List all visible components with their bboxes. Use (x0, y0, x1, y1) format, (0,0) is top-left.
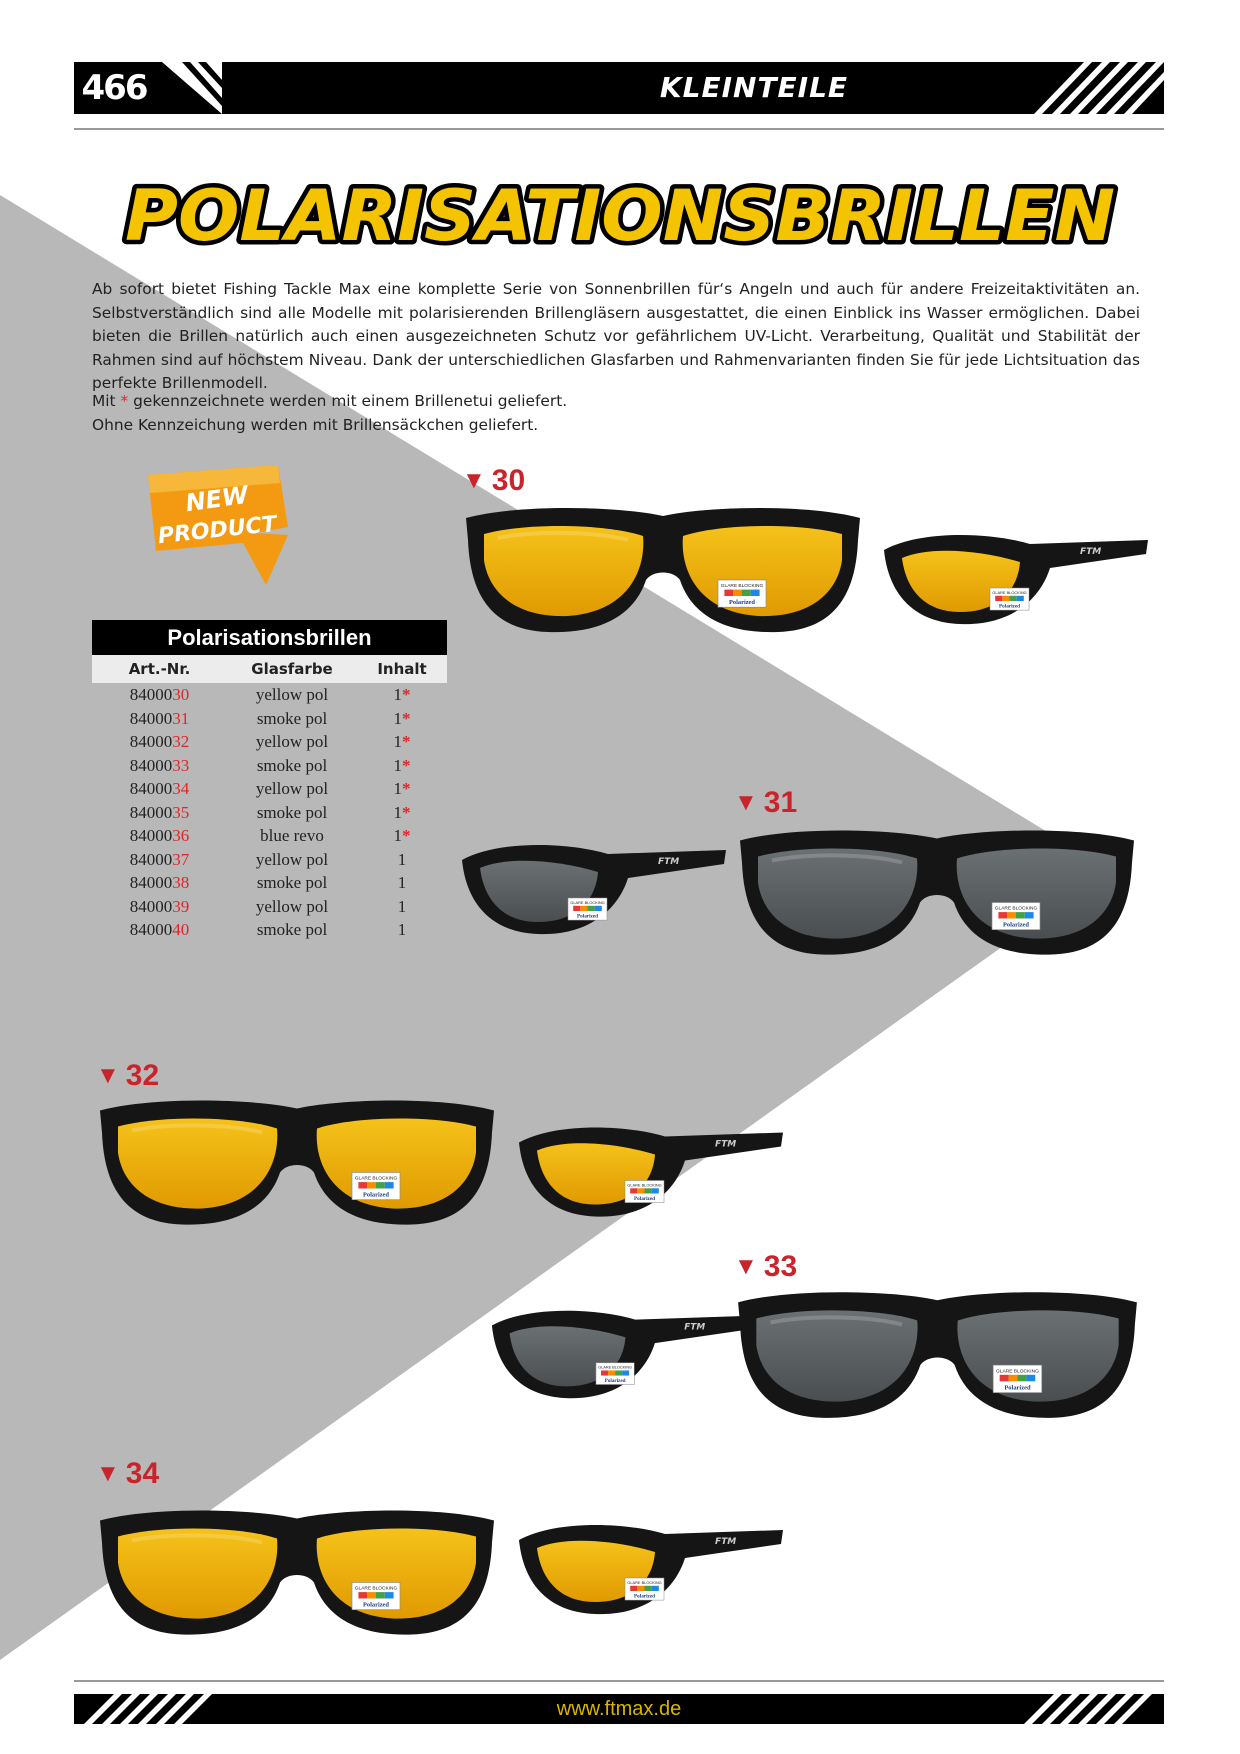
art-nr: 8400031 (129, 708, 190, 728)
svg-text:GLARE BLOCKING: GLARE BLOCKING (354, 1176, 398, 1182)
svg-text:Polarized: Polarized (729, 599, 755, 606)
glasfarbe: smoke pol (256, 802, 328, 822)
triangle-down-icon: ▼ (96, 1460, 120, 1487)
intro-text: Ab sofort bietet Fishing Tackle Max eine komplette Serie von Sonnenbrillen für‘s Angeln und auch für andere Freizeitaktivitäten an. Selbstverständlich sind alle Modelle mit polarisierenden Brillengläsern ausgestattet, die einen Einblick ins Wasser ermöglichen. Dabei bieten die Brillen natürlich auch einen ausgezeichneten Schutz vor gefährlichem UV-Licht. Verarbeitung, Qualität und Stabilität der Rahmen sind auf höchstem Niveau. Dank der unterschiedlichen Glasfarben und Rahmenvarianten finden Sie für jede Lichtsituation das perfekte Brillenmodell. (92, 280, 1140, 392)
inhalt: 1 (397, 920, 407, 939)
svg-text:POLARISATIONSBRILLEN: POLARISATIONSBRILLEN (125, 175, 1115, 257)
header-rule (74, 128, 1164, 130)
header-glasfarbe: Glasfarbe (251, 660, 333, 678)
inhalt: 1* (393, 779, 411, 798)
svg-text:Polarized: Polarized (633, 1196, 656, 1202)
header-stripes-left (162, 62, 222, 114)
table-row (92, 801, 447, 825)
product-table (92, 620, 447, 942)
polarized-sticker (625, 1578, 664, 1600)
header-stripes-right (974, 62, 1164, 114)
inhalt: 1 (397, 849, 407, 869)
svg-text:GLARE BLOCKING: GLARE BLOCKING (627, 1579, 662, 1585)
sunglasses-34-front-image (92, 1495, 502, 1655)
svg-text:Polarized: Polarized (1004, 1384, 1031, 1392)
brand-logo: FTM (715, 1537, 737, 1547)
product-label-31: ▼ 31 (734, 786, 798, 819)
table-row (92, 895, 447, 919)
polarized-sticker (993, 1365, 1042, 1393)
header-art-nr: Art.-Nr. (128, 660, 191, 678)
badge-line1: NEW (183, 480, 251, 518)
triangle-down-icon: ▼ (96, 1062, 120, 1089)
svg-text:Polarized: Polarized (1003, 921, 1029, 929)
svg-text:Polarized: Polarized (576, 913, 599, 920)
svg-text:Polarized: Polarized (363, 1191, 389, 1199)
table-title: Polarisationsbrillen (92, 620, 447, 655)
glasfarbe: smoke pol (256, 755, 328, 775)
inhalt: 1* (393, 685, 411, 704)
glasfarbe: smoke pol (256, 920, 328, 939)
inhalt: 1 (397, 896, 407, 916)
inhalt: 1* (393, 755, 411, 775)
note-prefix: Mit (92, 392, 121, 410)
art-nr: 8400037 (129, 849, 190, 869)
sunglasses-33-front-image (730, 1280, 1145, 1435)
section-title: KLEINTEILE (659, 71, 849, 104)
svg-text:Polarized: Polarized (604, 1377, 626, 1384)
table-row (92, 683, 447, 707)
art-nr: 8400032 (129, 732, 190, 751)
delivery-note (92, 390, 792, 437)
brand-logo: FTM (684, 1322, 706, 1333)
table-row (92, 777, 447, 801)
glasfarbe: smoke pol (256, 873, 328, 892)
glasfarbe: smoke pol (256, 708, 328, 728)
polarized-sticker (352, 1583, 400, 1610)
inhalt: 1* (393, 732, 411, 751)
header-inhalt: Inhalt (377, 660, 427, 678)
svg-text:GLARE BLOCKING: GLARE BLOCKING (598, 1365, 632, 1370)
table-row (92, 848, 447, 872)
new-product-badge (138, 465, 298, 595)
badge-line2: PRODUCT (156, 511, 278, 550)
triangle-down-icon: ▼ (462, 467, 486, 494)
brand-logo: FTM (1080, 547, 1102, 557)
art-nr: 8400033 (129, 755, 190, 775)
triangle-down-icon: ▼ (734, 789, 758, 816)
note-line2: Ohne Kennzeichung werden mit Brillensäckchen geliefert. (92, 415, 539, 434)
triangle-down-icon: ▼ (734, 1253, 758, 1280)
glasfarbe: yellow pol (255, 779, 329, 798)
product-label-33: ▼ 33 (734, 1250, 798, 1283)
table-row (92, 871, 447, 895)
svg-text:GLARE BLOCKING: GLARE BLOCKING (720, 584, 764, 590)
glasfarbe: yellow pol (255, 685, 329, 704)
product-label-34: ▼ 34 (96, 1457, 160, 1490)
header-bar (74, 62, 1164, 114)
table-row (92, 754, 447, 778)
footer-rule (74, 1680, 1164, 1682)
brand-logo: FTM (715, 1139, 737, 1150)
table-row (92, 918, 447, 942)
glasfarbe: yellow pol (255, 732, 329, 751)
page-number: 466 (81, 68, 147, 108)
note-star: * (120, 392, 129, 410)
sunglasses-31-side-image (458, 830, 728, 945)
polarized-sticker (718, 580, 766, 607)
product-label-30: ▼ 30 (462, 464, 526, 497)
svg-text:Polarized: Polarized (998, 603, 1021, 610)
polarized-sticker (596, 1363, 634, 1385)
inhalt: 1* (393, 802, 411, 822)
sunglasses-31-front-image (732, 820, 1142, 970)
sunglasses-32-front-image (92, 1090, 502, 1240)
polarized-sticker (568, 898, 607, 920)
glasfarbe: yellow pol (255, 896, 329, 916)
footer-url[interactable]: www.ftmax.de (556, 1698, 682, 1720)
sunglasses-33-side-image (488, 1295, 753, 1410)
table-row (92, 707, 447, 731)
art-nr: 8400034 (129, 779, 190, 798)
glasfarbe: blue revo (260, 826, 324, 845)
art-nr: 8400036 (129, 826, 190, 845)
glasfarbe: yellow pol (255, 849, 329, 869)
svg-text:GLARE BLOCKING: GLARE BLOCKING (570, 899, 605, 905)
art-nr: 8400038 (129, 873, 190, 892)
sunglasses-30-side-image (880, 520, 1150, 635)
svg-text:Polarized: Polarized (633, 1593, 656, 1600)
table-body (92, 683, 447, 942)
note-suffix: gekennzeichnete werden mit einem Brillenetui geliefert. (128, 392, 568, 410)
page-title (110, 170, 1130, 260)
polarized-sticker (625, 1181, 664, 1203)
sunglasses-30-front-image (458, 500, 868, 645)
svg-text:GLARE BLOCKING: GLARE BLOCKING (354, 1586, 398, 1592)
polarized-sticker (352, 1173, 400, 1200)
art-nr: 8400030 (129, 685, 190, 704)
sunglasses-34-side-image (515, 1505, 785, 1630)
footer-bar (74, 1694, 1164, 1724)
table-header (92, 655, 447, 683)
table-row (92, 824, 447, 848)
table-row (92, 730, 447, 754)
art-nr: 8400035 (129, 802, 190, 822)
svg-text:Polarized: Polarized (363, 1601, 389, 1609)
svg-text:GLARE BLOCKING: GLARE BLOCKING (992, 589, 1027, 595)
inhalt: 1 (397, 873, 407, 892)
product-label-32: ▼ 32 (96, 1059, 160, 1092)
sunglasses-32-side-image (515, 1110, 785, 1230)
inhalt: 1* (393, 826, 411, 845)
polarized-sticker (992, 903, 1040, 930)
polarized-sticker (990, 588, 1029, 610)
art-nr: 8400040 (129, 920, 190, 939)
brand-logo: FTM (658, 857, 680, 867)
svg-text:GLARE BLOCKING: GLARE BLOCKING (994, 906, 1038, 912)
art-nr: 8400039 (129, 896, 190, 916)
svg-text:GLARE BLOCKING: GLARE BLOCKING (627, 1182, 662, 1188)
svg-text:GLARE BLOCKING: GLARE BLOCKING (996, 1369, 1039, 1375)
inhalt: 1* (393, 708, 411, 728)
